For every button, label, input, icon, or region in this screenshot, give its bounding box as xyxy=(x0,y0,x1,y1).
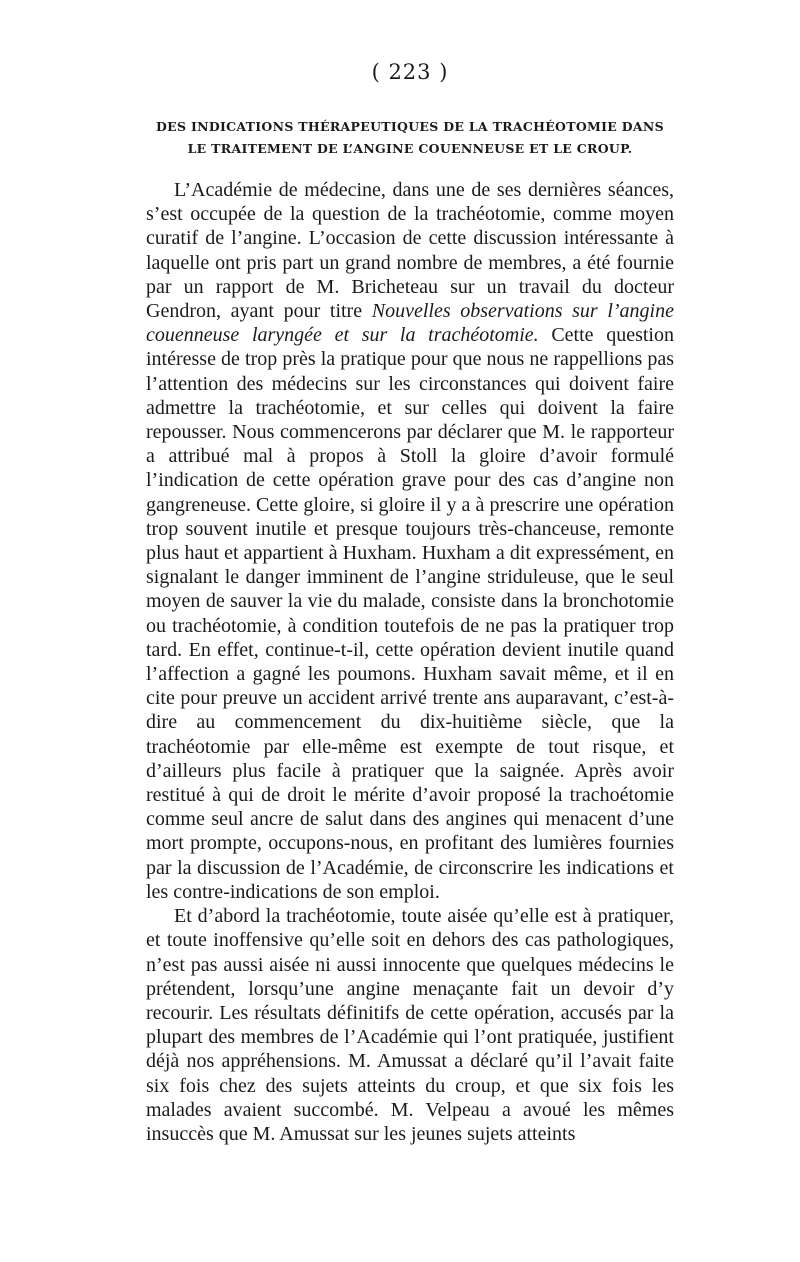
body-text xyxy=(146,178,674,1146)
paragraph-1 xyxy=(146,178,674,904)
section-heading-line-1: DES INDICATIONS THÉRAPEUTIQUES DE LA TRACHÉOTOMIE DANS xyxy=(156,119,664,134)
paragraph-2-text: Et d’abord la trachéotomie, toute aisée qu’elle est à pratiquer, et toute inoffensive qu’elle soit en dehors des cas pathologiques, n’est pas aussi aisée ni aussi innocente que quelques médecins le prétendent, lorsqu’une angine menaçante fait un devoir d’y recourir. Les résultats définitifs de cette opération, accusés par la plupart des membres de l’Académie qui l’ont pratiquée, justifient déjà nos appréhensions. M. Amussat a déclaré qu’il l’avait faite six fois chez des sujets atteints du croup, et que six fois les malades avaient succombé. M. Velpeau a avoué les mêmes insuccès que M. Amussat sur les jeunes sujets atteints xyxy=(146,905,674,1145)
page-number: ( 223 ) xyxy=(371,60,449,84)
paragraph-1-text-end: Cette question intéresse de trop près la pratique pour que nous ne rappellions pas l’attention des médecins sur les circonstances qui doivent faire admettre la trachéotomie, et sur celles qui doivent la faire repousser. Nous commencerons par déclarer que M. le rapporteur a attribué mal à propos à Stoll la gloire d’avoir formulé l’indication de cette opération grave pour des cas d’angine non gangreneuse. Cette gloire, si gloire il y a à prescrire une opération trop souvent inutile et presque toujours très-chanceuse, remonte plus haut et appartient à Huxham. Huxham a dit expressément, en signalant le danger imminent de l’angine striduleuse, que le seul moyen de sauver la vie du malade, consiste dans la bronchotomie ou trachéotomie, à condition toutefois de ne pas la pratiquer trop tard. En effet, continue-t-il, cette opération devient inutile quand l’affection a gagné les poumons. Huxham savait même, et il en cite pour preuve un accident arrivé trente ans auparavant, c’est-à-dire au commencement du dix-huitième siècle, que la trachéotomie par elle-même est exempte de tout risque, et d’ailleurs plus facile à pratiquer que la saignée. Après avoir restitué à qui de droit le mérite d’avoir proposé la trachoétomie comme seul ancre de salut dans des angines qui menacent d’une mort prompte, occupons-nous, en profitant des lumières fournies par la discussion de l’Académie, de circonscrire les indications et les contre-indications de son emploi. xyxy=(146,324,674,903)
section-heading xyxy=(146,116,674,160)
book-page xyxy=(146,60,674,1146)
section-heading-line-2: LE TRAITEMENT DE L’ANGINE COUENNEUSE ET LE CROUP. xyxy=(187,141,633,156)
paragraph-2 xyxy=(146,904,674,1146)
paragraph-1-text-start: L’Académie de médecine, dans une de ses dernières séances, s’est occupée de la question de la trachéotomie, comme moyen curatif de l’angine. L’occasion de cette discussion intéressante à laquelle ont pris part un grand nombre de membres, a été fournie par un rapport de M. Bricheteau sur un travail du docteur Gendron, ayant pour titre xyxy=(146,179,674,323)
paragraph-1-italic-title: Nouvelles observations sur l’angine couenneuse laryngée et sur la trachéotomie. xyxy=(146,300,674,347)
